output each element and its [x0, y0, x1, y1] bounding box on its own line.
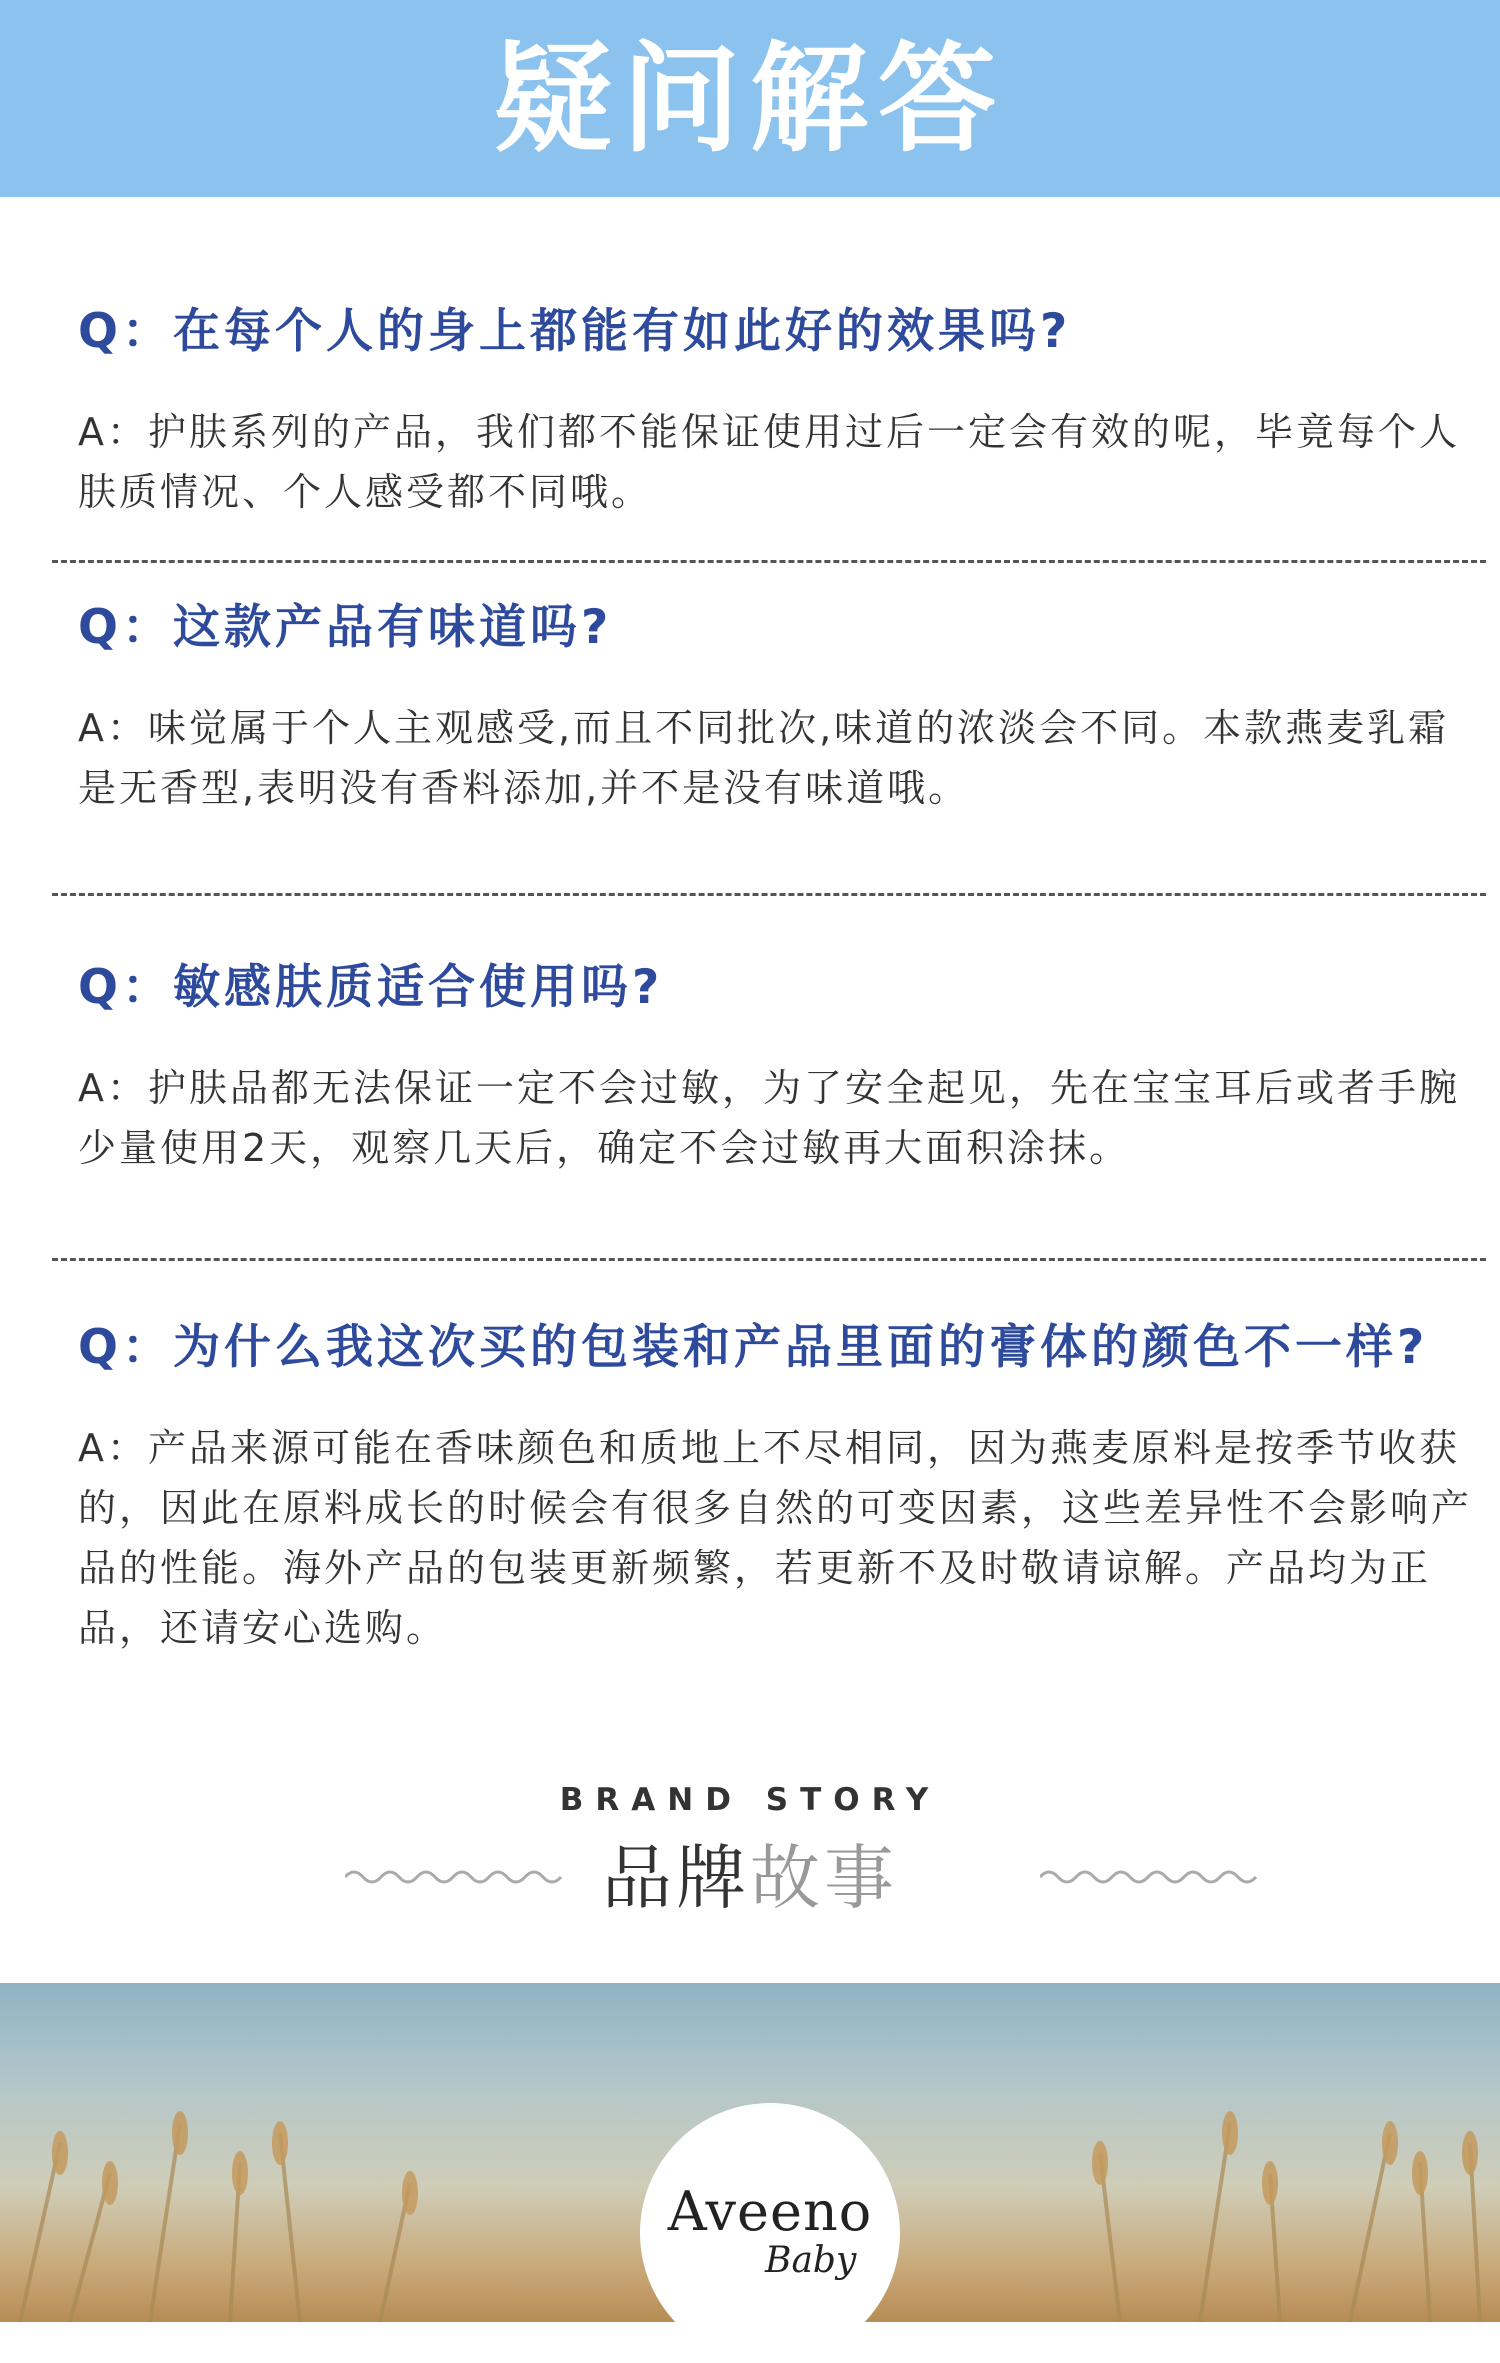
- brand-logo-name: Aveeno: [667, 2180, 873, 2243]
- faq-item: [78, 598, 1488, 818]
- brand-logo-sub: Baby: [765, 2240, 857, 2281]
- faq-answer: A：味觉属于个人主观感受,而且不同批次,味道的浓淡会不同。本款燕麦乳霜是无香型,表明没有香料添加,并不是没有味道哦。: [78, 706, 1450, 810]
- brand-story-cn-dark: 品牌: [602, 1837, 750, 1919]
- faq-item: [78, 1318, 1488, 1658]
- faq-question: Q：敏感肤质适合使用吗?: [78, 960, 664, 1015]
- brand-story-en: BRAND STORY: [559, 1782, 941, 1818]
- brand-story-cn: [0, 1838, 1500, 1918]
- faq-question: Q：为什么我这次买的包装和产品里面的膏体的颜色不一样?: [78, 1320, 1429, 1375]
- faq-answer: A：护肤系列的产品，我们都不能保证使用过后一定会有效的呢，毕竟每个人肤质情况、个人感受都不同哦。: [78, 410, 1460, 514]
- wave-decoration-left: [345, 1862, 565, 1892]
- faq-question: Q：在每个人的身上都能有如此好的效果吗?: [78, 304, 1072, 359]
- dashed-divider: [52, 893, 1486, 896]
- brand-story-cn-light: 故事: [750, 1837, 898, 1919]
- faq-question: Q：这款产品有味道吗?: [78, 600, 613, 655]
- dashed-divider: [52, 1258, 1486, 1261]
- wave-decoration-right: [1040, 1862, 1260, 1892]
- faq-answer: A：护肤品都无法保证一定不会过敏，为了安全起见，先在宝宝耳后或者手腕少量使用2天，观察几天后，确定不会过敏再大面积涂抹。: [78, 1066, 1460, 1170]
- page-title: 疑问解答: [493, 29, 1006, 168]
- header-banner: [0, 0, 1500, 197]
- faq-answer: A：产品来源可能在香味颜色和质地上不尽相同，因为燕麦原料是按季节收获的，因此在原料成长的时候会有很多自然的可变因素，这些差异性不会影响产品的性能。海外产品的包装更新频繁，若更新不及时敬请谅解。产品均为正品，还请安心选购。: [78, 1426, 1473, 1650]
- faq-item: [78, 302, 1488, 522]
- faq-item: [78, 958, 1488, 1178]
- dashed-divider: [52, 560, 1486, 563]
